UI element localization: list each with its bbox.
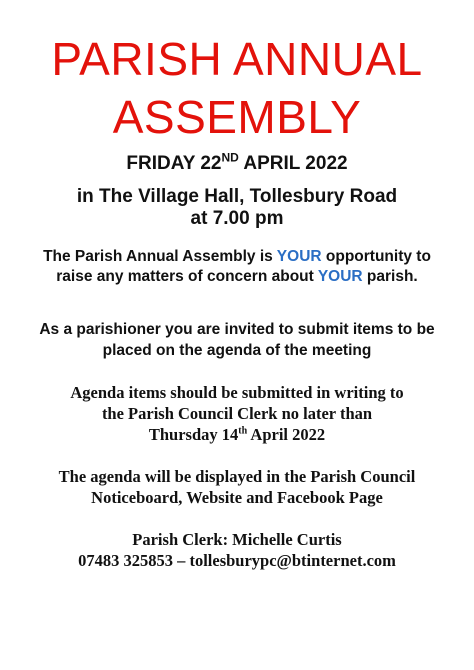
venue-line: in The Village Hall, Tollesbury Road: [76, 186, 398, 207]
event-date-month-year: APRIL 2022: [238, 153, 348, 174]
intro-text-1a: The Parish Annual Assembly is: [43, 248, 277, 265]
deadline-day: Thursday 14: [148, 425, 239, 444]
clerk-contact-details: 07483 325853 – tollesburypc@btinternet.com: [78, 551, 396, 570]
display-line-2: Noticeboard, Website and Facebook Page: [91, 488, 383, 507]
deadline-day-suffix: th: [238, 425, 248, 437]
intro-line-1: [0, 247, 474, 267]
deadline-line-2: the Parish Council Clerk no later than: [101, 404, 373, 423]
intro-highlight-1: YOUR: [276, 248, 322, 265]
deadline-month-year: April 2022: [247, 425, 326, 444]
intro-highlight-2: YOUR: [317, 268, 363, 285]
title-line-1: PARISH ANNUAL: [51, 33, 423, 85]
deadline-line-3: [0, 425, 474, 445]
display-line-1: The agenda will be displayed in the Parish Council: [58, 467, 416, 486]
event-date-suffix: ND: [221, 150, 239, 165]
intro-text-2c: parish.: [362, 268, 418, 285]
invite-line-2: placed on the agenda of the meeting: [102, 342, 372, 359]
intro-text-2a: raise any matters of concern about: [56, 268, 318, 285]
event-date-day: FRIDAY 22: [126, 153, 222, 174]
event-date: [0, 150, 474, 175]
deadline-line-1: Agenda items should be submitted in writing to: [70, 383, 404, 402]
title-line-2: ASSEMBLY: [112, 91, 362, 143]
invite-line-1: As a parishioner you are invited to submit items to be: [39, 321, 435, 338]
intro-text-1c: opportunity to: [321, 248, 431, 265]
time-line: at 7.00 pm: [190, 208, 284, 229]
intro-line-2: [0, 267, 474, 287]
clerk-name: Parish Clerk: Michelle Curtis: [132, 530, 342, 549]
